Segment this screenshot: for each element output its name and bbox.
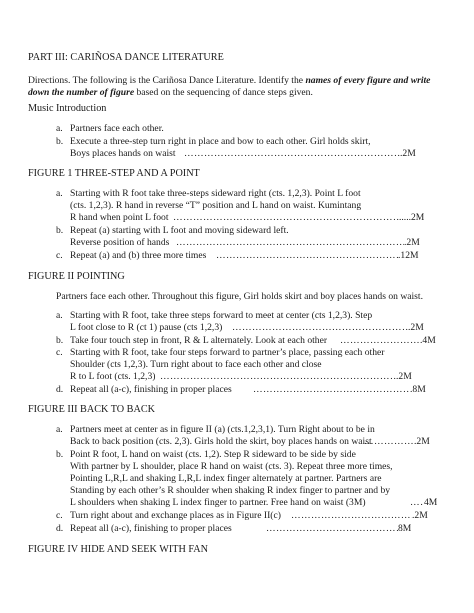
item-text: Starting with R foot, take four steps forward to partner’s place, passing each other [70,347,385,358]
item-number: a. [56,424,63,435]
item-amount: .8M [410,384,426,395]
item-amount: .2M [396,371,412,382]
directions-line-2 [28,87,313,99]
item-number: a. [56,188,63,199]
item-text: Point R foot, L hand on waist (cts. 1,2). Step R sideward to be side by side [70,449,356,460]
item-number: b. [56,335,64,346]
item-text: Turn right about and exchange places as in Figure II(c) [70,510,281,521]
item-number: b. [56,225,64,236]
item-number: c. [56,347,63,358]
figure-3-heading: FIGURE III BACK TO BACK [28,404,155,415]
item-number: d. [56,523,64,534]
item-text: Take four touch step in front, R & L alternately. Look at each other [70,335,328,346]
dot-leader [173,212,400,224]
item-amount: .2M [408,322,424,333]
item-text: Repeat all (a-c), finishing to proper places [70,523,232,534]
item-amount: 8M [398,523,412,534]
item-number: b. [56,136,64,147]
figure-2-intro: Partners face each other. Throughout this figure, Girl holds skirt and boy places hands on waist. [56,291,423,302]
dot-leader [340,335,420,347]
item-continuation: Boys places hands on waist [70,148,176,159]
item-text: With partner by L shoulder, place R hand on waist (cts. 3). Repeat three more times, [70,461,393,472]
item-amount: .4M [420,335,436,346]
dot-leader [232,322,408,334]
music-heading: Music Introduction [28,103,107,114]
item-text: Partners meet at center as in figure II (a) (cts.1,2,3,1). Turn Right about to be in [70,424,375,435]
figure-2-heading: FIGURE II POINTING [28,271,125,282]
item-text: Repeat (a) and (b) three more times [70,250,207,261]
item-number: b. [56,449,64,460]
item-text: Standing by each other’s R shoulder when shaking R index finger to partner and by [70,485,391,496]
page-title: PART III: CARIÑOSA DANCE LITERATURE [28,52,224,63]
item-text: Starting with R foot, take three steps forward to meet at center (cts 1,2,3). Step [70,310,373,321]
item-number: c. [56,250,63,261]
directions-text-2: based on the sequencing of dance steps given. [134,87,313,98]
item-amount: .2M [400,148,416,159]
dot-leader [266,523,398,535]
dot-leader [160,371,396,383]
item-number: c. [56,510,63,521]
item-text: Starting with R foot take three-steps sideward right (cts. 1,2,3). Point L foot [70,188,361,199]
item-continuation: Reverse position of hands [70,237,170,248]
item-amount: .2M [412,510,428,521]
item-amount: .....2M [399,212,425,223]
item-continuation: R hand when point L foot [70,212,169,223]
item-number: a. [56,310,63,321]
item-continuation: Back to back position (cts. 2,3). Girls hold the skirt, boy places hands on waist [70,436,372,447]
item-text: Pointing L,R,L and shaking L,R,L index finger alternately at partner. Partners are [70,473,382,484]
dot-leader [291,510,412,522]
item-continuation: L shoulders when shaking L index finger to partner. Free hand on waist (3M) [70,497,366,508]
item-text: Repeat all (a-c), finishing in proper places [70,384,232,395]
item-amount: .2M [414,436,430,447]
dot-leader [253,384,410,396]
item-amount: .12M [398,250,419,261]
directions-text: Directions. The following is the Cariñosa Dance Literature. Identify the [28,75,306,86]
item-amount: 4M [424,497,438,508]
item-text: Shoulder (cts 1,2,3). Turn right about to face each other and close [70,359,322,370]
directions-emphasis-2: down the number of figure [28,87,135,98]
item-continuation: R to L foot (cts. 1,2,3) [70,371,156,382]
dot-leader [176,237,404,249]
item-amount: .2M [404,237,420,248]
item-text: (cts. 1,2,3). R hand in reverse “T” position and L hand on waist. Kumintang [70,200,362,211]
dot-leader [184,148,400,160]
dot-leader [364,436,414,448]
item-text: Partners face each other. [70,123,164,134]
figure-1-heading: FIGURE 1 THREE-STEP AND A POINT [28,168,200,179]
directions-line-1 [28,75,430,87]
item-text: Repeat (a) starting with L foot and moving sideward left. [70,225,289,236]
item-text: Execute a three-step turn right in place and bow to each other. Girl holds skirt, [70,136,371,147]
dot-leader [410,497,424,509]
item-continuation: L foot close to R (ct 1) pause (cts 1,2,3) [70,322,223,333]
item-number: a. [56,123,63,134]
directions-emphasis: names of every figure and write [305,75,431,86]
item-number: d. [56,384,64,395]
figure-4-heading: FIGURE IV HIDE AND SEEK WITH FAN [28,544,208,555]
dot-leader [216,250,398,262]
